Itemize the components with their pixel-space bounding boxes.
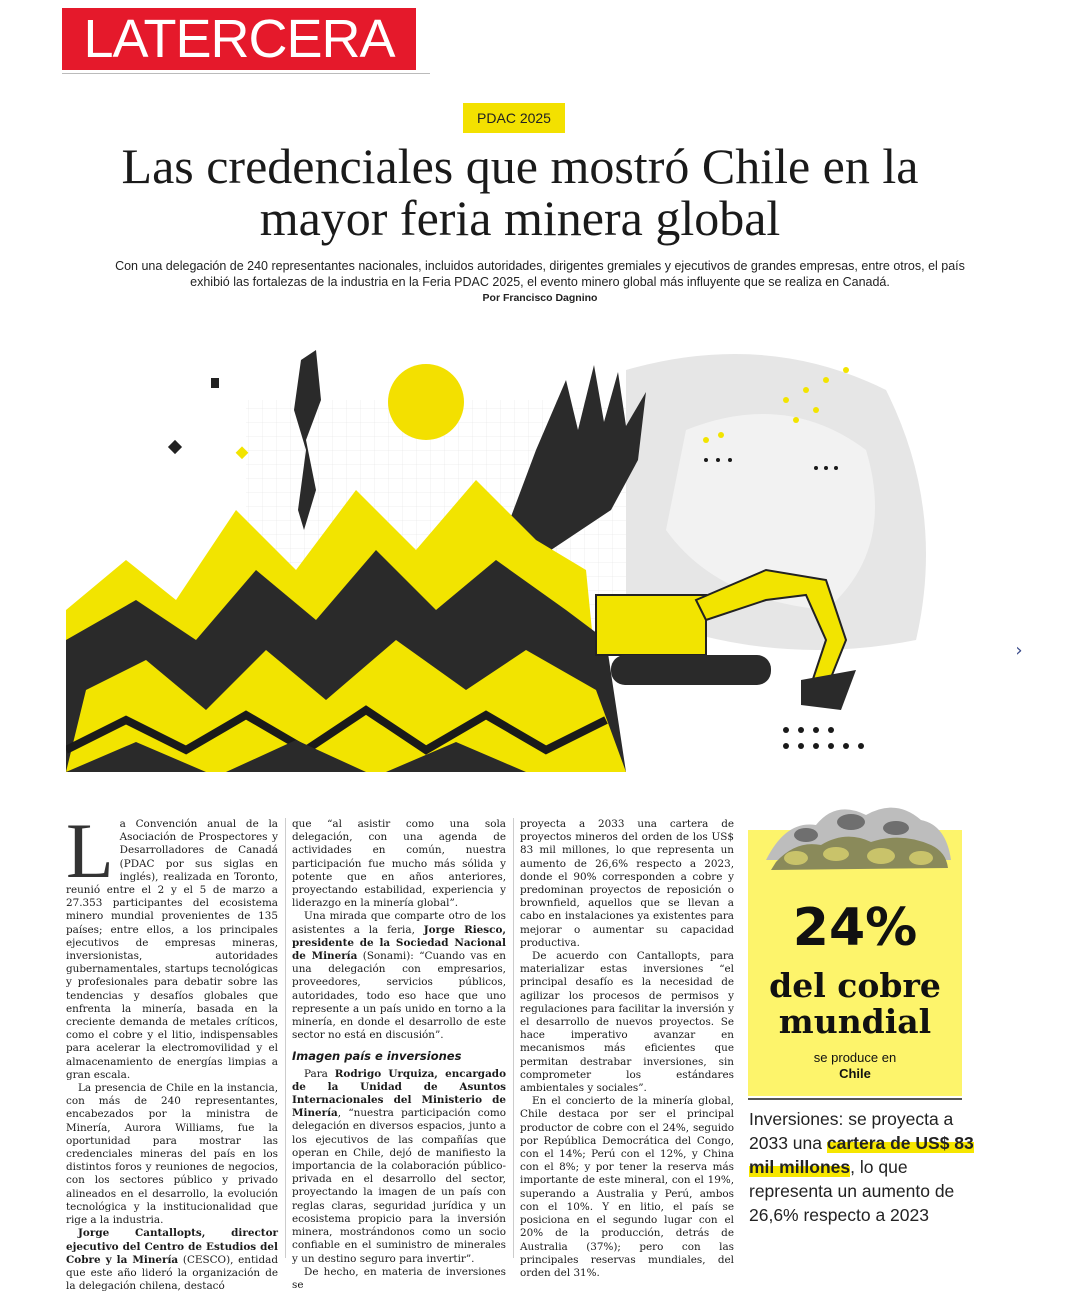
callout-highlight: cartera de US$ 83 mil millones bbox=[749, 1133, 974, 1177]
paragraph: De hecho, en materia de inversiones se bbox=[292, 1265, 506, 1291]
paragraph: a Convención anual de la Asociación de Prospectores y Desarrolladores de Canadá (PDAC por sus siglas en inglés), realizada en Toronto, reunió entre el 2 y el 5 de marzo a 27.353 participantes del ecosistema minero mundial provenientes de 135 países; entre ellos, a los principales ejecutivos de empresas mineras, inversionistas, autoridades gubernamentales, startups tecnológicas y profesionales para debatir sobre las tendencias y desafíos globales que enfrenta la minería, basada en la creciente demanda de metales críticos, como el cobre y el litio, indispensables para acelerar la electromovilidad y el almacenamiento de energías limpias a gran escala. bbox=[66, 818, 278, 1081]
subheading: Imagen país e inversiones bbox=[292, 1049, 462, 1064]
paragraph: En el concierto de la minería global, Chile destaca por ser el principal productor de cobre con el 24%, seguido por República Democrática del Congo, con el 14%; Perú con el 12%, y China con el 8%; y por tener la reserva más importante de este mineral, con el 19%, superando a Australia y Perú, ambos con el 10%. Y en litio, el país se posiciona en el segundo lugar con el 20% de la producción, detrás de Australia (37%); pero con las principales reservas mundiales, del orden del 31%. bbox=[520, 1095, 734, 1279]
paragraph bbox=[292, 910, 506, 1042]
headline: Las credenciales que mostró Chile en la mayor feria minera global bbox=[121, 138, 919, 246]
masthead-divider bbox=[62, 73, 430, 74]
paragraph: proyecta a 2033 una cartera de proyectos mineros del orden de los US$ 83 mil millones, lo que representa un aumento de 26,6% respecto a 2023, donde el 90% corresponden a cobre y predominan proyectos de reposición o brownfield, aquellos que se llevan a cabo en instalaciones ya existentes para mejorar o aumentar su capacidad productiva. bbox=[520, 818, 734, 949]
masthead-logo[interactable] bbox=[62, 8, 416, 70]
paragraph: De acuerdo con Cantallopts, para materializar estas inversiones “el principal desafío es la necesidad de agilizar los procesos de permisos y regulaciones para facilitar la inversión y el desarrollo de nuevos proyectos. Se hace imperativo avanzar en mecanismos más eficientes que permitan destrabar inversiones, sin comprometer los estándares ambientales y sociales”. bbox=[520, 950, 734, 1095]
paragraph-text: (CESCO), entidad que este año lideró la organización de la delegación chilena, destacó bbox=[66, 1253, 278, 1293]
sidebar-divider bbox=[748, 1098, 962, 1100]
byline: Por Francisco Dagnino bbox=[482, 292, 598, 304]
bold-lead: Jorge Cantallopts, director ejecutivo del Centro de Estudios del Cobre y la Minería bbox=[66, 1227, 278, 1266]
paragraph: La presencia de Chile en la instancia, con más de 240 representantes, encabezados por la ministra de Minería, Aurora Williams, fue la oportunidad para mostrar las credenciales mineras del país en los distintos foros y reuniones de negocios, con los sectores público y privado alineados en el desarrollo, la evolución tecnológica y la institucionalidad que rige a la industria. bbox=[66, 1082, 278, 1227]
callout-text: Inversiones: se proyecta a 2033 una bbox=[749, 1109, 954, 1153]
paragraph-text: , “nuestra participación como delegación en diversos espacios, junto a los ejecutivos de las compañías que operan en Chile, dejó de manifiesto la importancia de la colaboración público-privada en el desarrollo del sector, proyectando la imagen de un país con reglas claras, seguridad jurídica y un ecosistema propicio para la inversión minera, mostrándonos como un socio confiable en el suministro de minerales y un destino seguro para invertir”. bbox=[292, 1107, 506, 1265]
bold-lead: Rodrigo Urquiza, encargado de la Unidad de Asuntos Internacionales del Ministerio de Minería bbox=[292, 1067, 506, 1120]
stat-label-line: mundial bbox=[778, 1002, 932, 1041]
stat-note bbox=[748, 1050, 962, 1082]
column-divider bbox=[285, 818, 286, 1258]
stat-percent: 24% bbox=[792, 898, 918, 958]
paragraph bbox=[292, 1068, 506, 1266]
stat-label-line: del cobre bbox=[769, 966, 941, 1005]
callout-text: , lo que representa un aumento de 26,6% respecto a 2023 bbox=[749, 1157, 955, 1225]
paragraph-text: (Sonami): “Cuando vas en una delegación con empresarios, proveedores, servicios públicos, autoridades, todo eso hace que uno represente a un país unido en torno a la minería, en donde el desarrollo de este sector no está en discusión”. bbox=[292, 950, 506, 1042]
logo-text: LATERCERA bbox=[83, 9, 395, 69]
section-tag: PDAC 2025 bbox=[463, 103, 565, 133]
chevron-right-icon[interactable]: › bbox=[1015, 640, 1023, 661]
stat-note-country: Chile bbox=[839, 1066, 871, 1081]
article-deck: Con una delegación de 240 representantes nacionales, incluidos autoridades, dirigentes gremiales y ejecutivos de grandes empresas, entre otros, el país exhibió las fortalezas de la industria en la Feria PDAC 2025, el evento minero global más influyente que se realiza en Canadá. bbox=[115, 259, 965, 289]
mining-illustration bbox=[66, 310, 966, 772]
stat-label bbox=[748, 968, 962, 1040]
article-column-2 bbox=[292, 818, 506, 1292]
copper-ore-image bbox=[756, 790, 956, 875]
article-column-3 bbox=[520, 818, 734, 1280]
paragraph bbox=[66, 1227, 278, 1293]
stat-note-line: se produce en bbox=[813, 1050, 897, 1065]
drop-cap: L bbox=[66, 807, 114, 894]
investment-callout bbox=[749, 1107, 975, 1227]
paragraph-text: Una mirada que comparte otro de los asistentes a la feria, bbox=[292, 910, 506, 936]
article-column-1 bbox=[66, 807, 278, 1293]
paragraph: que “al asistir como una sola delegación, con una agenda de actividades en común, nuestra participación fue mucho más sólida y potente que en años anteriores, proyectando estabilidad, experiencia y liderazgo en la minería global”. bbox=[292, 818, 506, 910]
column-divider bbox=[513, 818, 514, 1258]
paragraph-text: Para bbox=[304, 1067, 335, 1080]
bold-lead: Jorge Riesco, presidente de la Sociedad Nacional de Minería bbox=[292, 923, 506, 963]
